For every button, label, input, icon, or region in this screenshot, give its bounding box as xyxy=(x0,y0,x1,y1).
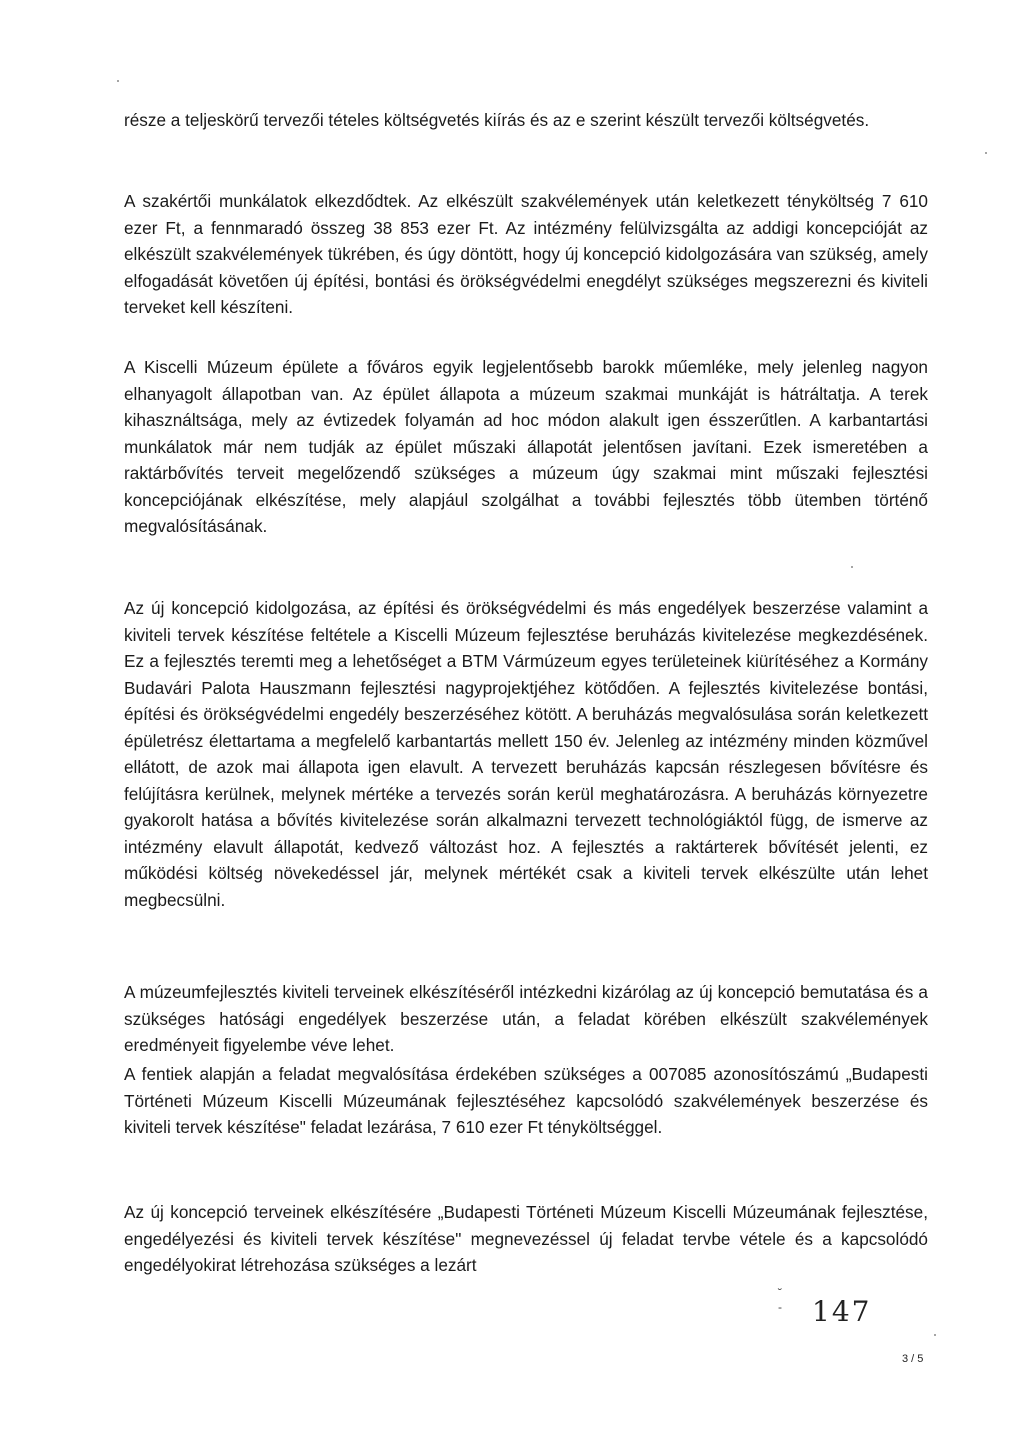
page-number: 3 / 5 xyxy=(902,1353,924,1365)
scan-speck xyxy=(934,1334,936,1336)
paragraph-5: A múzeumfejlesztés kiviteli terveinek elkészítéséről intézkedni kizárólag az új koncepció bemutatása és a szükséges hatósági engedélyek beszerzése után, a feladat körében elkészült szakvélemények eredményeit figyelembe véve lehet. xyxy=(124,982,928,1055)
paragraph-6: A fentiek alapján a feladat megvalósítása érdekében szükséges a 007085 azonosítószámú „Budapesti Történeti Múzeum Kiscelli Múzeumának fejlesztéséhez kapcsolódó szakvélemények beszerzése és kiviteli tervek készítése" feladat lezárása, 7 610 ezer Ft tényköltséggel. xyxy=(124,1064,928,1137)
stamp-page-number: 147 xyxy=(812,1295,872,1328)
paragraph-1: része a teljeskörű tervezői tételes költségvetés kiírás és az e szerint készült tervezői költségvetés. xyxy=(124,110,870,130)
handwritten-mark: ˘ ‐ xyxy=(778,1286,782,1314)
scan-speck xyxy=(851,566,853,568)
scan-speck xyxy=(985,152,987,154)
scan-speck xyxy=(117,80,119,82)
paragraph-3: A Kiscelli Múzeum épülete a főváros egyik legjelentősebb barokk műemléke, mely jelenleg nagyon elhanyagolt állapotban van. Az épület állapota a múzeum szakmai munkáját is hátráltatja. A terek kihasználtsága, mely az évtizedek folyamán ad hoc módon alakult igen ésszerűtlen. A karbantartási munkálatok már nem tudják az épület műszaki állapotát jelentősen javítani. Ezek ismeretében a raktárbővítés terveit megelőzendő szükséges a múzeum úgy szakmai mint műszaki fejlesztési koncepciójának elkészítése, mely alapjául szolgálhat a további fejlesztés több ütemben történő megvalósításának. xyxy=(124,357,928,536)
paragraph-7: Az új koncepció terveinek elkészítésére „Budapesti Történeti Múzeum Kiscelli Múzeumának fejlesztése, engedélyezési és kiviteli tervek készítése" megnevezéssel új feladat tervbe vétele és a kapcsolódó engedélyokirat létrehozása szükséges a lezárt xyxy=(124,1202,928,1275)
paragraph-4: Az új koncepció kidolgozása, az építési és örökségvédelmi és más engedélyek beszerzése valamint a kiviteli tervek készítése feltétele a Kiscelli Múzeum fejlesztése beruházás kivitelezése megkezdésének. Ez a fejlesztés teremti meg a lehetőséget a BTM Vármúzeum egyes területeinek kiürítéséhez a Kormány Budavári Palota Hauszmann fejlesztési nagyprojektjéhez kötődően. A fejlesztés kivitelezése bontási, építési és örökségvédelmi engedély beszerzéséhez kötött. A beruházás megvalósulása során keletkezett épületrész élettartama a megfelelő karbantartás mellett 150 év. Jelenleg az intézmény minden közművel ellátott, de azok mai állapota igen elavult. A tervezett beruházás kapcsán részlegesen bővítésre és felújításra kerülnek, melynek mértéke a tervezés során kerül meghatározásra. A beruházás környezetre gyakorolt hatása a bővítés kivitelezése során alkalmazni tervezett technológiáktól függ, de ismerve az intézmény elavult állapotát, kedvező változást hoz. A fejlesztés a raktárterek bővítését jelenti, ez működési költség növekedéssel jár, melynek mértékét csak a kiviteli tervek elkészülte után lehet megbecsülni. xyxy=(124,598,928,910)
paragraph-2: A szakértői munkálatok elkezdődtek. Az elkészült szakvélemények után keletkezett tényköltség 7 610 ezer Ft, a fennmaradó összeg 38 853 ezer Ft. Az intézmény felülvizsgálta az addigi koncepcióját az elkészült szakvélemények tükrében, és úgy döntött, hogy új koncepció kidolgozására van szükség, amely elfogadását követően új építési, bontási és örökségvédelmi enegdélyt szükséges megszerezni és kiviteli terveket kell készíteni. xyxy=(124,191,928,317)
